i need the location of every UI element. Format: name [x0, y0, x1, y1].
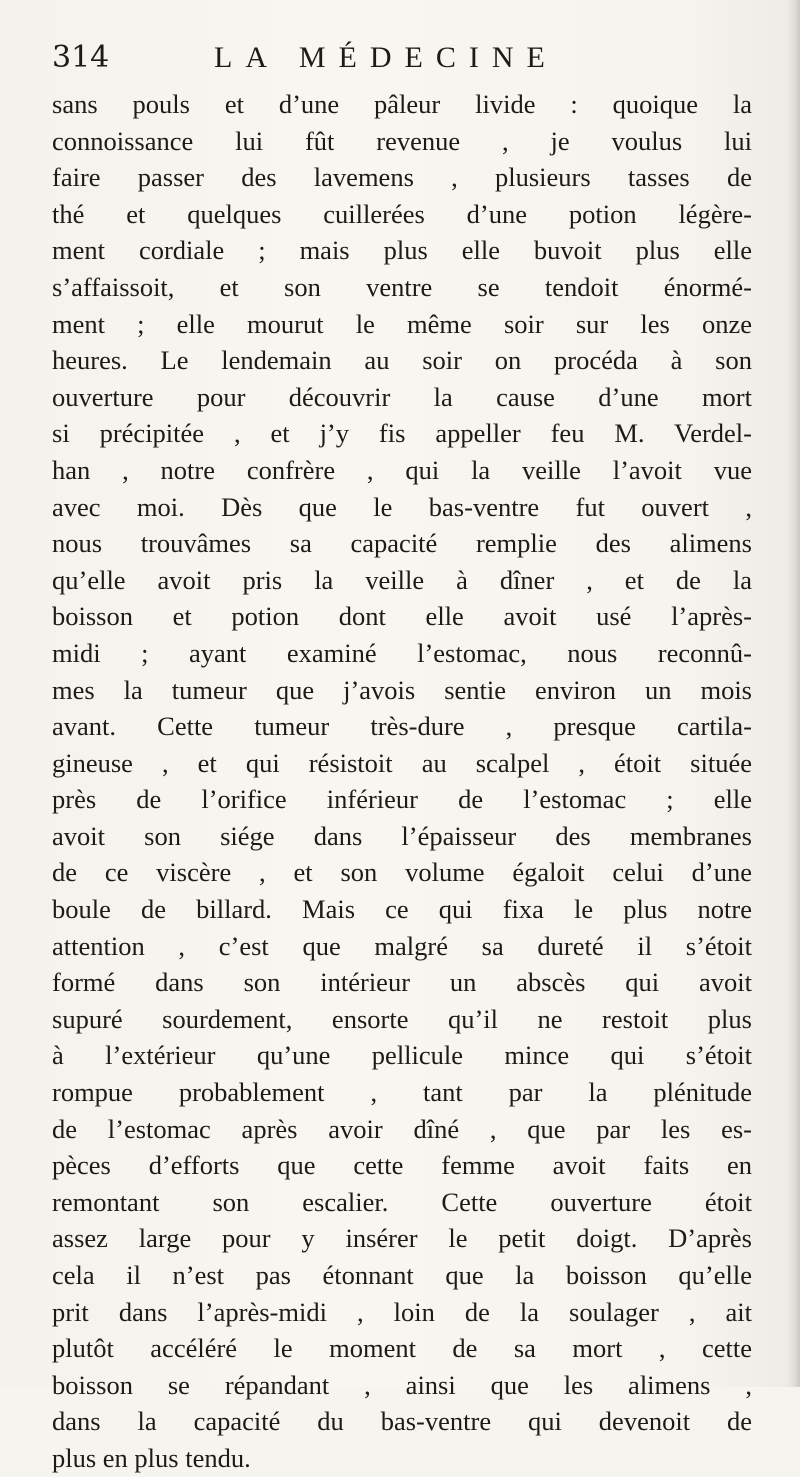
text-line: plus en plus tendu.: [52, 1442, 251, 1473]
running-head: LA MÉDECINE: [214, 41, 558, 74]
text-line: mes la tumeur que j’avois sentie environ un mois: [52, 674, 752, 705]
page-edge-shadow: [786, 0, 800, 1387]
body-text: [52, 86, 752, 1477]
text-line: si précipitée , et j’y fis appeller feu M. Verdel-: [52, 418, 752, 449]
text-line: avec moi. Dès que le bas-ventre fut ouvert ,: [52, 491, 752, 522]
text-line: connoissance lui fût revenue , je voulus lui: [52, 125, 752, 156]
text-line: ment ; elle mourut le même soir sur les onze: [52, 308, 752, 339]
text-line: heures. Le lendemain au soir on procéda à son: [52, 345, 752, 376]
text-line: han , notre confrère , qui la veille l’avoit vue: [52, 454, 752, 485]
text-line: avant. Cette tumeur très-dure , presque cartila-: [52, 711, 752, 742]
text-line: boule de billard. Mais ce qui fixa le plus notre: [52, 894, 752, 925]
text-line: ment cordiale ; mais plus elle buvoit plus elle: [52, 235, 752, 266]
text-line: près de l’orifice inférieur de l’estomac ; elle: [52, 784, 752, 815]
text-line: pèces d’efforts que cette femme avoit faits en: [52, 1150, 752, 1181]
text-line: faire passer des lavemens , plusieurs tasses de: [52, 162, 752, 193]
page-header: [52, 38, 752, 78]
text-line: à l’extérieur qu’une pellicule mince qui s’étoit: [52, 1040, 752, 1071]
text-line: rompue probablement , tant par la plénitude: [52, 1077, 752, 1108]
text-line: nous trouvâmes sa capacité remplie des alimens: [52, 528, 752, 559]
text-line: avoit son siége dans l’épaisseur des membranes: [52, 820, 752, 851]
text-line: midi ; ayant examiné l’estomac, nous reconnû-: [52, 637, 752, 668]
text-line: ouverture pour découvrir la cause d’une mort: [52, 381, 752, 412]
text-line: prit dans l’après-midi , loin de la soulager , ait: [52, 1296, 752, 1327]
text-line: supuré sourdement, ensorte qu’il ne restoit plus: [52, 1003, 752, 1034]
page-number: 314: [52, 40, 110, 75]
text-line: boisson et potion dont elle avoit usé l’après-: [52, 601, 752, 632]
text-line: s’affaissoit, et son ventre se tendoit énormé-: [52, 271, 752, 302]
text-line: gineuse , et qui résistoit au scalpel , étoit située: [52, 747, 752, 778]
text-line: formé dans son intérieur un abscès qui avoit: [52, 967, 752, 998]
text-line: boisson se répandant , ainsi que les alimens ,: [52, 1369, 752, 1400]
text-line: de ce viscère , et son volume égaloit celui d’une: [52, 857, 752, 888]
text-line: remontant son escalier. Cette ouverture étoit: [52, 1186, 752, 1217]
text-line: de l’estomac après avoir dîné , que par les es-: [52, 1113, 752, 1144]
text-line: plutôt accéléré le moment de sa mort , cette: [52, 1333, 752, 1364]
text-line: assez large pour y insérer le petit doigt. D’après: [52, 1223, 752, 1254]
text-line: sans pouls et d’une pâleur livide : quoique la: [52, 89, 752, 119]
text-line: dans la capacité du bas-ventre qui devenoit de: [52, 1406, 752, 1437]
text-line: attention , c’est que malgré sa dureté il s’étoit: [52, 930, 752, 961]
text-line: thé et quelques cuillerées d’une potion légère-: [52, 198, 752, 229]
text-line: cela il n’est pas étonnant que la boisson qu’elle: [52, 1260, 752, 1290]
text-line: qu’elle avoit pris la veille à dîner , et de la: [52, 564, 752, 595]
